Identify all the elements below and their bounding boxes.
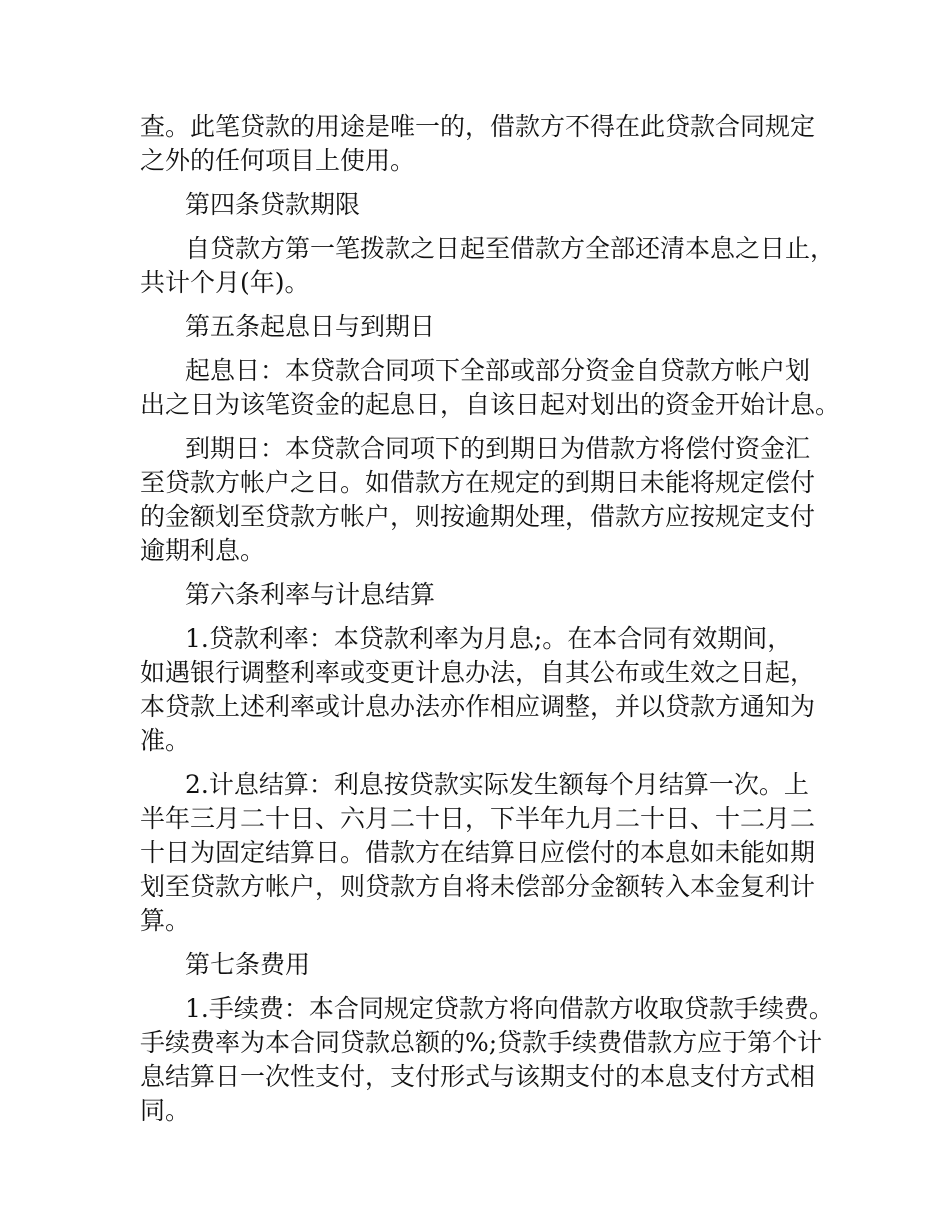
article-6-heading — [140, 578, 820, 612]
heading-text: 第七条费用 — [185, 950, 311, 979]
text-line: 查。此笔贷款的用途是唯一的，借款方不得在此贷款合同规定 — [140, 112, 816, 141]
paragraph-interest-rate — [140, 622, 820, 758]
text-line: 起息日：本贷款合同项下全部或部分资金自贷款方帐户划 — [185, 356, 811, 385]
paragraph-loan-purpose — [140, 110, 820, 178]
paragraph-loan-term — [140, 232, 836, 300]
text-line: 之外的任何项目上使用。 — [140, 146, 416, 175]
text-line: 自贷款方第一笔拨款之日起至借款方全部还清本息之日止， — [185, 234, 836, 263]
text-line: 手续费率为本合同贷款总额的%;贷款手续费借款方应于第个计 — [140, 1028, 823, 1057]
text-line: 算。 — [140, 906, 191, 935]
text-line: 到期日：本贷款合同项下的到期日为借款方将偿付资金汇 — [185, 434, 811, 463]
text-line: 十日为固定结算日。借款方在结算日应偿付的本息如未能如期 — [140, 838, 816, 867]
heading-text: 第五条起息日与到期日 — [185, 312, 436, 341]
article-7-heading — [140, 948, 820, 982]
text-line: 1.手续费：本合同规定贷款方将向借款方收取贷款手续费。 — [185, 994, 834, 1023]
paragraph-handling-fee — [140, 992, 834, 1128]
text-line: 同。 — [140, 1096, 191, 1125]
paragraph-value-date — [140, 354, 841, 422]
heading-text: 第四条贷款期限 — [185, 190, 361, 219]
text-line: 本贷款上述利率或计息办法亦作相应调整，并以贷款方通知为 — [140, 692, 816, 721]
text-line: 半年三月二十日、六月二十日，下半年九月二十日、十二月二 — [140, 804, 816, 833]
text-line: 息结算日一次性支付，支付形式与该期支付的本息支付方式相 — [140, 1062, 816, 1091]
text-line: 如遇银行调整利率或变更计息办法，自其公布或生效之日起， — [140, 658, 816, 687]
text-line: 1.贷款利率：本贷款利率为月息;。在本合同有效期间， — [185, 624, 793, 653]
heading-text: 第六条利率与计息结算 — [185, 580, 436, 609]
text-line: 2.计息结算：利息按贷款实际发生额每个月结算一次。上 — [185, 770, 809, 799]
paragraph-maturity-date — [140, 432, 820, 568]
text-line: 逾期利息。 — [140, 536, 266, 565]
article-4-heading — [140, 188, 820, 222]
paragraph-interest-settlement — [140, 768, 820, 938]
text-line: 出之日为该笔资金的起息日，自该日起对划出的资金开始计息。 — [140, 390, 841, 419]
text-line: 准。 — [140, 726, 191, 755]
document-body — [140, 110, 841, 1138]
text-line: 至贷款方帐户之日。如借款方在规定的到期日未能将规定偿付 — [140, 468, 816, 497]
article-5-heading — [140, 310, 820, 344]
text-line: 划至贷款方帐户，则贷款方自将未偿部分金额转入本金复利计 — [140, 872, 816, 901]
text-line: 的金额划至贷款方帐户，则按逾期处理，借款方应按规定支付 — [140, 502, 816, 531]
text-line: 共计个月(年)。 — [140, 268, 310, 297]
